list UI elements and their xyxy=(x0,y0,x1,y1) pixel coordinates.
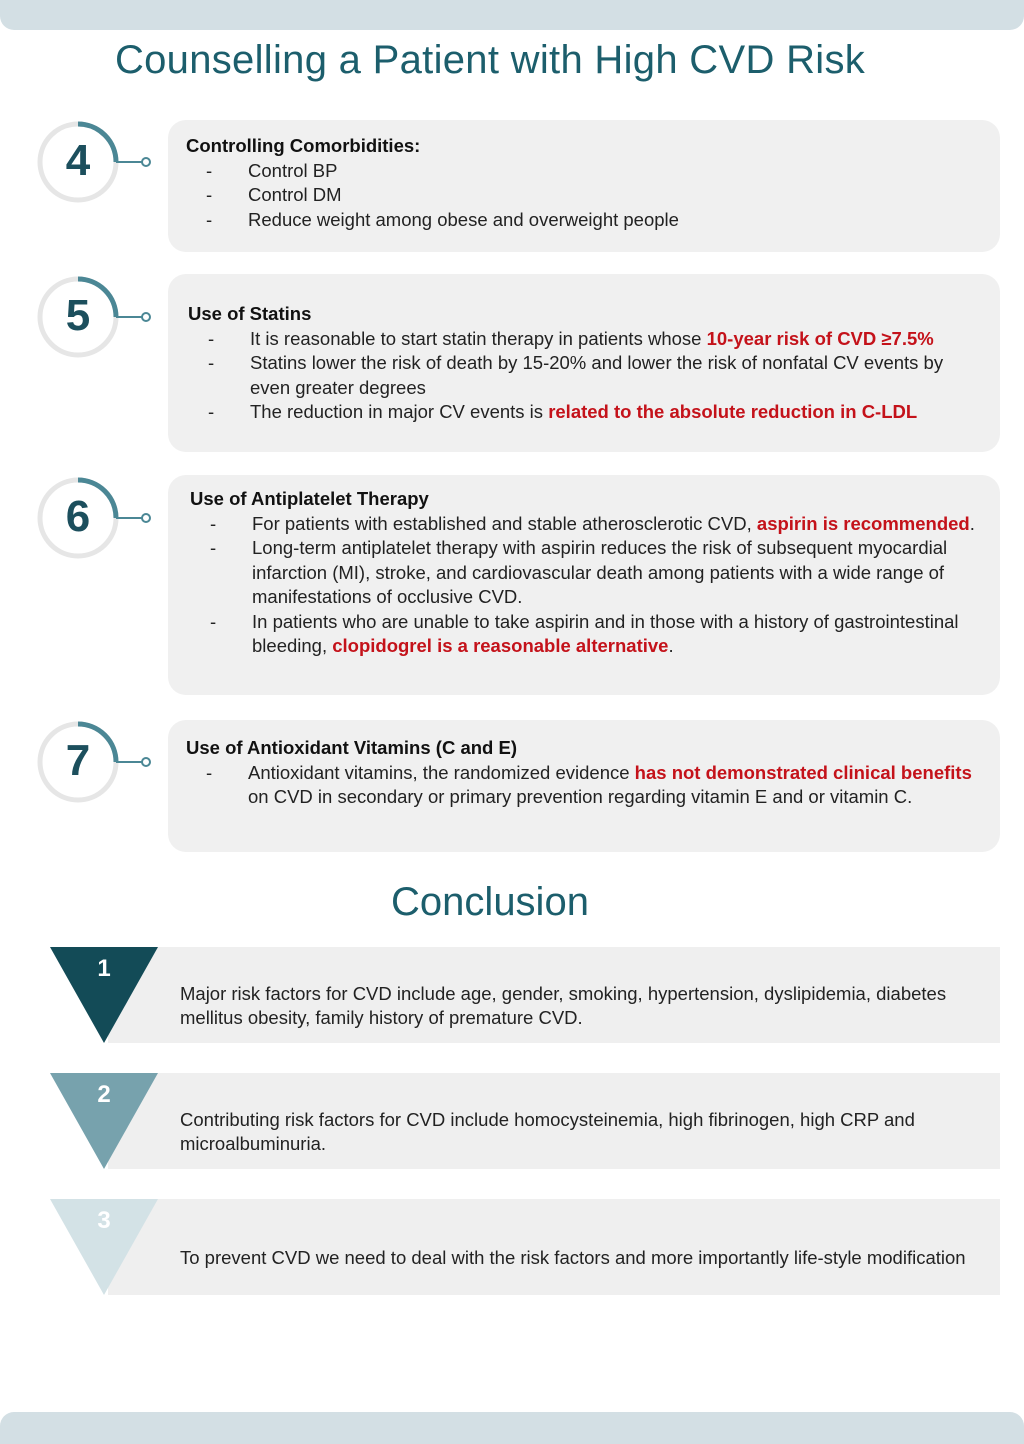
bullet-item xyxy=(190,536,982,610)
card-title: Use of Antioxidant Vitamins (C and E) xyxy=(186,737,517,758)
bullet-dash: - xyxy=(206,159,213,181)
bullet-text: Antioxidant vitamins, the randomized evidence xyxy=(248,761,635,783)
bullet-text: In patients who are unable to take aspirin and in those with a history of gastrointestinal bleeding, xyxy=(252,610,959,656)
bullet-item xyxy=(190,512,982,537)
bottom-band xyxy=(0,1412,1024,1444)
highlighted-text: aspirin is recommended xyxy=(756,512,970,534)
step-number: 7 xyxy=(65,736,91,785)
bullet-dash: - xyxy=(208,401,215,422)
bullet-item xyxy=(186,159,982,184)
step-number: 5 xyxy=(65,291,91,340)
bullet-text: Control DM xyxy=(248,184,342,205)
bullet-dash: - xyxy=(208,327,215,349)
step-number: 4 xyxy=(65,136,91,185)
bullet-text: For patients with established and stable atherosclerotic CVD, xyxy=(252,512,757,534)
conclusion-text: To prevent CVD we need to deal with the risk factors and more importantly life-style modification xyxy=(108,1199,1000,1295)
bullet-text: . xyxy=(668,635,674,656)
conclusion-text: Major risk factors for CVD include age, gender, smoking, hypertension, dyslipidemia, diabetes mellitus obesity, family history of premature CVD. xyxy=(108,947,1000,1043)
step-number: 6 xyxy=(65,492,91,541)
bullet-text: The reduction in major CV events is xyxy=(250,401,549,422)
conclusion-number: 1 xyxy=(97,955,111,982)
bullet-list xyxy=(188,327,982,425)
bullet-dash: - xyxy=(206,761,213,783)
step-card-4 xyxy=(168,120,1000,252)
step-7-icon xyxy=(36,717,156,807)
bullet-text: on CVD in secondary or primary prevention regarding vitamin E and or vitamin C. xyxy=(248,786,913,807)
bullet-item xyxy=(190,610,982,659)
highlighted-text: 10-year risk of CVD ≥7.5% xyxy=(706,327,934,349)
bullet-dash: - xyxy=(208,352,215,373)
step-5-icon xyxy=(36,272,156,362)
bullet-item xyxy=(186,761,982,810)
card-title: Use of Statins xyxy=(188,303,312,324)
conclusion-number: 3 xyxy=(97,1207,111,1234)
bullet-item xyxy=(186,208,982,233)
card-title: Controlling Comorbidities: xyxy=(186,135,421,156)
page-title: Counselling a Patient with High CVD Risk xyxy=(114,38,866,82)
bullet-item xyxy=(188,327,982,352)
bullet-list xyxy=(186,159,982,233)
bullet-text: It is reasonable to start statin therapy in patients whose xyxy=(250,327,707,349)
step-card-5 xyxy=(168,274,1000,452)
bullet-text: Long-term antiplatelet therapy with aspirin reduces the risk of subsequent myocardial infarction (MI), stroke, and cardiovascular death among patients with a wide range of manifestations of occlusive CVD. xyxy=(252,537,948,607)
bullet-list xyxy=(190,512,982,659)
conclusion-item-2 xyxy=(50,1073,1002,1169)
bullet-text: Control BP xyxy=(248,159,338,181)
top-band xyxy=(0,0,1024,30)
bullet-dash: - xyxy=(210,537,217,558)
step-4-icon xyxy=(36,117,156,207)
step-card-6 xyxy=(168,475,1000,695)
bullet-text: Reduce weight among obese and overweight people xyxy=(248,208,679,230)
conclusion-text: Contributing risk factors for CVD include homocysteinemia, high fibrinogen, high CRP and microalbuminuria. xyxy=(108,1073,1000,1169)
bullet-item xyxy=(188,400,982,425)
bullet-item xyxy=(186,183,982,208)
conclusion-title: Conclusion xyxy=(391,880,589,924)
bullet-dash: - xyxy=(210,512,217,534)
step-6-icon xyxy=(36,473,156,563)
conclusion-item-3 xyxy=(50,1199,1002,1295)
bullet-text: . xyxy=(969,512,975,534)
bullet-text: Statins lower the risk of death by 15-20% and lower the risk of nonfatal CV events by even greater degrees xyxy=(250,352,944,398)
bullet-dash: - xyxy=(206,208,213,230)
highlighted-text: related to the absolute reduction in C-LDL xyxy=(548,401,918,422)
conclusion-number: 2 xyxy=(97,1081,111,1108)
bullet-dash: - xyxy=(206,184,213,205)
bullet-list xyxy=(186,761,982,810)
step-card-7 xyxy=(168,720,1000,852)
card-title: Use of Antiplatelet Therapy xyxy=(190,488,429,509)
conclusion-item-1 xyxy=(50,947,1002,1043)
bullet-item xyxy=(188,351,982,400)
highlighted-text: has not demonstrated clinical benefits xyxy=(634,761,972,783)
bullet-dash: - xyxy=(210,610,217,632)
highlighted-text: clopidogrel is a reasonable alternative xyxy=(332,635,669,656)
